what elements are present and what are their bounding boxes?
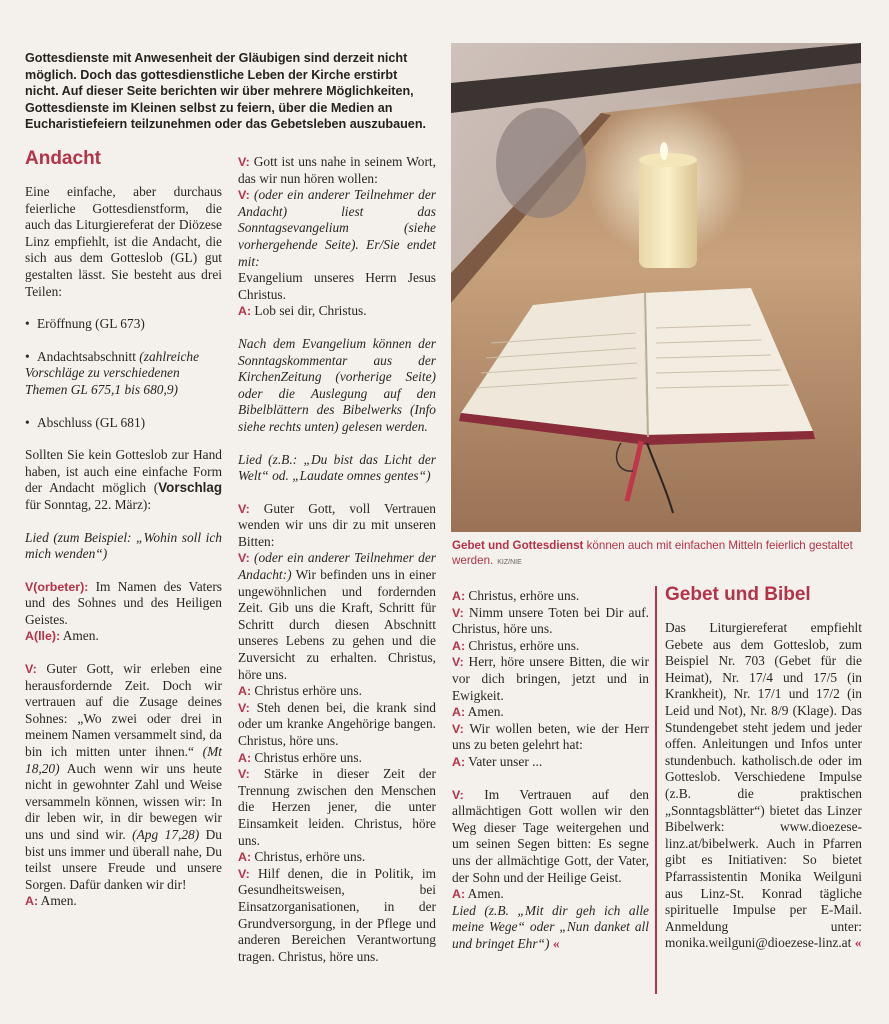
end-mark-icon: « — [851, 935, 862, 951]
c3-a5: A: Amen. — [452, 886, 504, 902]
heading-gebet-bibel: Gebet und Bibel — [665, 584, 811, 605]
a-line-1: A: Lob sei dir, Christus. — [238, 303, 367, 319]
c3-a4: A: Vater unser ... — [452, 753, 543, 769]
column-fuerbitten — [452, 588, 649, 952]
v-line-3: V: Guter Gott, voll Vertrauen wenden wir uns dir zu mit unseren Bitten: — [238, 500, 436, 549]
intro-text: Gottesdienste mit Anwesenheit der Gläubigen sind derzeit nicht möglich. Doch das gottesdienstliche Leben der Kirche erstirbt nicht. Auf dieser Seite berichten wir über mehrere Möglichkeiten, Gottesdienste im Kleinen selbst zu feiern, über die Medien an Eucharistiefeiern teilzunehmen oder das Gebetsleben auszubauen. — [25, 51, 427, 131]
photo-credit: KIZ/NIE — [497, 559, 522, 566]
c3-v1: V: Nimm unsere Toten bei Dir auf. Christus, höre uns. — [452, 604, 649, 637]
bullet-dot-icon: • — [25, 348, 30, 364]
end-mark-icon: « — [549, 935, 560, 951]
alle-2: A: Amen. — [25, 893, 77, 909]
column-gebet-bibel — [665, 584, 862, 952]
heading-andacht: Andacht — [25, 148, 101, 169]
c3-a2: A: Christus, erhöre uns. — [452, 637, 580, 653]
lied-1: Lied (zum Beispiel: „Wohin soll ich mich wenden“) — [25, 529, 222, 562]
bullet-abschluss: • Abschluss (GL 681) — [25, 414, 146, 430]
a-line-3: A: Christus erhöre uns. — [238, 749, 362, 765]
a-line-4: A: Christus, erhöre uns. — [238, 849, 366, 865]
lied-2: Lied (z.B.: „Du bist das Licht der Welt“ od. „Laudate omnes gentes“) — [238, 451, 436, 484]
bullet-andachtsabschnitt: • Andachtsabschnitt (zahlreiche Vorschläge zu verschiedenen Themen GL 675,1 bis 680,9) — [25, 348, 200, 397]
gebet-bibel-text: Das Liturgiereferat empfiehlt Gebete aus dem Gotteslob, zum Beispiel Nr. 703 (Gebet für die Heimat), Nr. 17/4 und 17/5 (in Krankheit), Nr. 17/1 und 17/2 (in Leid und Not), Nr. 8/9 (Klage). Das Stundengebet steht jedem und jeder offen. Anleitungen und Infos unter stundenbuch. katholisch.de oder im Gotteslob. Verschiedene Impulse (z.B. die praktischen „Sonntagsblätter“) bietet das Linzer Bibelwerk: www.dioezese-linz.at/bibelwerk. Auch in Pfarren gibt es Initiativen: So bietet Pfarrassistentin Monika Weilguni aus Linz-St. Konrad tägliche spirituelle Impulse per E-Mail. Anmeldung unter: monika.weilguni@dioezese-linz.at « — [665, 620, 862, 951]
column-divider — [655, 586, 657, 994]
bullet-dot-icon: • — [25, 414, 30, 430]
c3-v3: V: Wir wollen beten, wie der Herr uns zu beten gelehrt hat: — [452, 720, 649, 753]
vorbeter-2: V: Guter Gott, wir erleben eine herausfordernde Zeit. Doch wir vertrauen auf die Zusage deines Sohnes: „Wo zwei oder drei in meinem Namen versammelt sind, da bin ich mitten unter ihnen.“ (Mt 18,20) Auch wenn wir uns heute nicht in gewohnter Zahl und Weise versammeln können, wissen wir: In dir leben wir, in dir bewegen wir uns und sind wir. (Apg 17,28) Du bist uns immer und überall nahe, Du teilst unsere Freude und unsere Sorgen. Dafür danken wir dir! — [25, 661, 223, 892]
andacht-vorschlag: Sollten Sie kein Gotteslob zur Hand haben, ist auch eine einfache Form der Andacht möglich (Vorschlag für Sonntag, 22. März): — [25, 447, 222, 512]
c3-v2: V: Herr, höre unsere Bitten, die wir vor dich bringen, jetzt und in Ewigkeit. — [452, 654, 649, 703]
v-line-4: V: (oder ein anderer Teilnehmer der Andacht:) Wir befinden uns in einer ungewöhnlichen und fordernden Zeit. Gib uns die Kraft, Schritt für Schritt durch diesen Abschnitt unseres Lebens zu gehen und die Zuversicht zu erhalten. Christus, höre uns. — [238, 550, 436, 682]
evangelium-end: Evangelium unseres Herrn Jesus Christus. — [238, 270, 436, 302]
v-line-7: V: Hilf denen, die in Politik, im Gesundheitsweisen, bei Einsatzorganisationen, in der Grundversorgung, in der Pflege und anderen Bereichen Verantwortung tragen. Christus, höre uns. — [238, 865, 436, 964]
vorbeter-1: V(orbeter): Im Namen des Vaters und des Sohnes und des Heiligen Geistes. — [25, 578, 222, 627]
photo-caption: Gebet und Gottesdienst können auch mit einfachen Mitteln feierlich gestaltet werden. KIZ/NIE — [452, 539, 853, 567]
nach-evangelium: Nach dem Evangelium können der Sonntagskommentar aus der KirchenZeitung (vorherige Seite) oder die Auslegung auf den Bibelblättern des Bibelwerks (Info siehe rechts unten) gelesen werden. — [238, 335, 436, 434]
andacht-intro: Eine einfache, aber durchaus feierliche Gottesdienstform, die auch das Liturgiereferat der Diözese Linz empfiehlt, ist die Andacht, die sich aus dem Gotteslob (GL) gut gestalten lässt. Sie besteht aus drei Teilen: — [25, 184, 222, 299]
photo-bible-candle — [451, 43, 861, 532]
v-line-5: V: Steh denen bei, die krank sind oder um kranke Angehörige bangen. Christus, höre uns. — [238, 699, 436, 748]
a-line-2: A: Christus erhöre uns. — [238, 683, 362, 699]
v-line-6: V: Stärke in dieser Zeit der Trennung zwischen den Menschen die Herzen jener, die unter Einsamkeit leiden. Christus, höre uns. — [238, 766, 436, 848]
v-line-2: V: (oder ein anderer Teilnehmer der Andacht) liest das Sonntagsevangelium (siehe vorhergehende Seite). Er/Sie endet mit: — [238, 187, 436, 269]
column-andacht — [25, 148, 222, 910]
v-line-1: V: Gott ist uns nahe in seinem Wort, das wir nun hören wollen: — [238, 154, 436, 186]
bullet-eroeffnung: • Eröffnung (GL 673) — [25, 316, 145, 332]
bullet-dot-icon: • — [25, 316, 30, 332]
bible-candle-illustration — [451, 43, 861, 532]
alle-1: A(lle): Amen. — [25, 628, 99, 644]
c3-v4: V: Im Vertrauen auf den allmächtigen Gott wollen wir den Weg dieser Tage weitergehen und um seinen Segen bitten: Es segne uns der allmächtige Gott, der Vater, der Sohn und der Heilige Geist. — [452, 786, 649, 885]
column-evangelium — [238, 154, 436, 965]
c3-a3: A: Amen. — [452, 704, 504, 720]
lied-3: Lied (z.B. „Mit dir geh ich alle meine Wege“ oder „Nun danket all und bringet Ehr“) « — [452, 902, 649, 951]
c3-a1: A: Christus, erhöre uns. — [452, 588, 580, 603]
